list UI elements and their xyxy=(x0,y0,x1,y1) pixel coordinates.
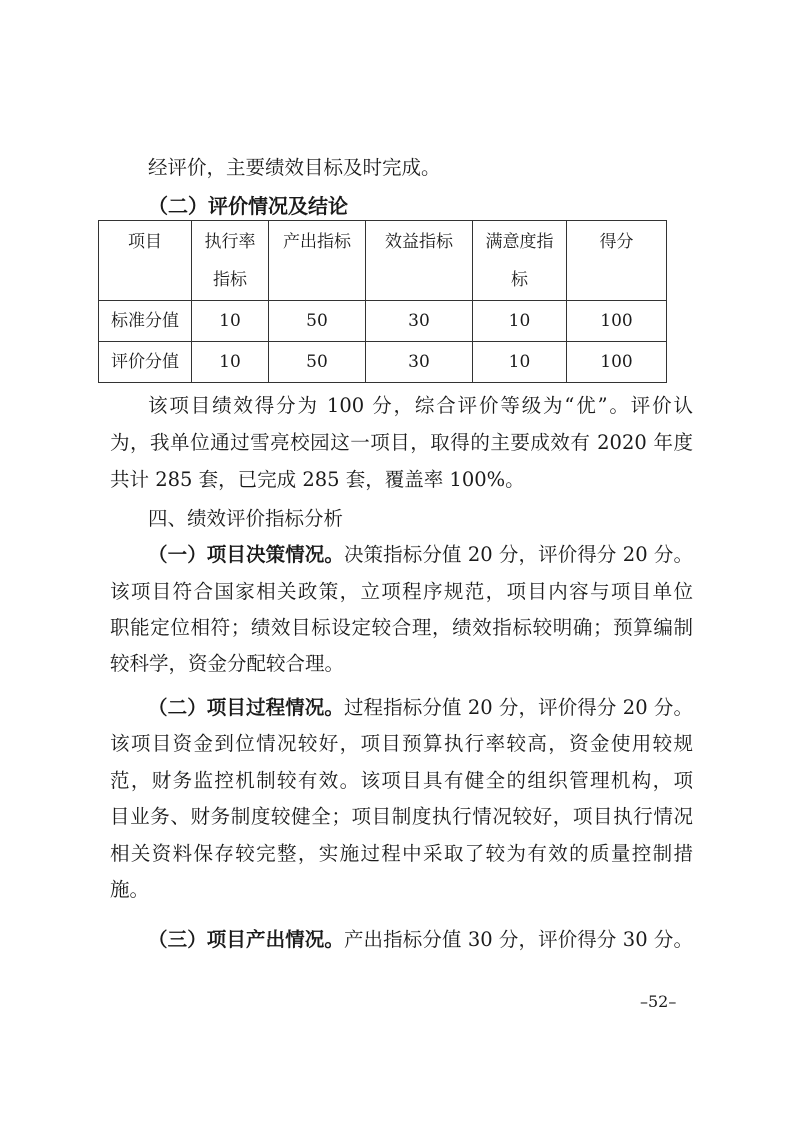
paragraph-line: （二）项目过程情况。过程指标分值 20 分，评价得分 20 分。 xyxy=(148,696,693,719)
header-cell: 产出指标 xyxy=(269,221,366,301)
table-cell: 10 xyxy=(473,301,567,342)
section-title: （三）项目产出情况。 xyxy=(148,928,344,951)
table-cell: 50 xyxy=(269,342,366,383)
table-cell: 100 xyxy=(567,342,667,383)
paragraph-line: 该项目绩效得分为 100 分，综合评价等级为“优”。评价认 xyxy=(148,394,693,417)
page-number: –52– xyxy=(640,992,677,1011)
table-cell: 100 xyxy=(567,301,667,342)
paragraph-line: 职能定位相符；绩效目标设定较合理，绩效指标较明确；预算编制 xyxy=(110,616,693,639)
paragraph-line: 相关资料保存较完整，实施过程中采取了较为有效的质量控制措 xyxy=(110,842,693,865)
table-cell: 50 xyxy=(269,301,366,342)
section-heading: （二）评价情况及结论 xyxy=(148,194,348,218)
paragraph-line: 该项目资金到位情况较好，项目预算执行率较高，资金使用较规 xyxy=(110,732,693,755)
paragraph-line: 目业务、财务制度较健全；项目制度执行情况较好，项目执行情况 xyxy=(110,805,693,828)
intro-paragraph: 经评价，主要绩效目标及时完成。 xyxy=(148,156,441,179)
table-cell: 30 xyxy=(366,301,473,342)
chapter-heading: 四、绩效评价指标分析 xyxy=(148,507,344,530)
section-title: （二）项目过程情况。 xyxy=(148,696,344,719)
header-cell: 满意度指 标 xyxy=(473,221,567,301)
paragraph-line: （三）项目产出情况。产出指标分值 30 分，评价得分 30 分。 xyxy=(148,928,693,951)
paragraph-line: 该项目符合国家相关政策，立项程序规范，项目内容与项目单位 xyxy=(110,580,693,603)
paragraph-line: 共计 285 套，已完成 285 套，覆盖率 100%。 xyxy=(110,468,525,491)
header-cell: 项目 xyxy=(99,221,192,301)
header-cell: 执行率 指标 xyxy=(192,221,269,301)
paragraph-line: 较科学，资金分配较合理。 xyxy=(110,652,345,675)
row-label: 评价分值 xyxy=(99,342,192,383)
paragraph-line: （一）项目决策情况。决策指标分值 20 分，评价得分 20 分。 xyxy=(148,543,693,566)
table-header-row xyxy=(99,221,667,301)
header-cell: 效益指标 xyxy=(366,221,473,301)
table-cell: 30 xyxy=(366,342,473,383)
table-row xyxy=(99,342,667,383)
table-cell: 10 xyxy=(192,342,269,383)
paragraph-line: 施。 xyxy=(110,878,150,901)
table-row xyxy=(99,301,667,342)
section-title: （一）项目决策情况。 xyxy=(148,543,344,566)
paragraph-line: 范，财务监控机制较有效。该项目具有健全的组织管理机构，项 xyxy=(110,769,693,792)
table-cell: 10 xyxy=(192,301,269,342)
row-label: 标准分值 xyxy=(99,301,192,342)
paragraph-line: 为，我单位通过雪亮校园这一项目，取得的主要成效有 2020 年度 xyxy=(110,431,693,454)
header-cell: 得分 xyxy=(567,221,667,301)
evaluation-table xyxy=(98,220,667,383)
table-cell: 10 xyxy=(473,342,567,383)
